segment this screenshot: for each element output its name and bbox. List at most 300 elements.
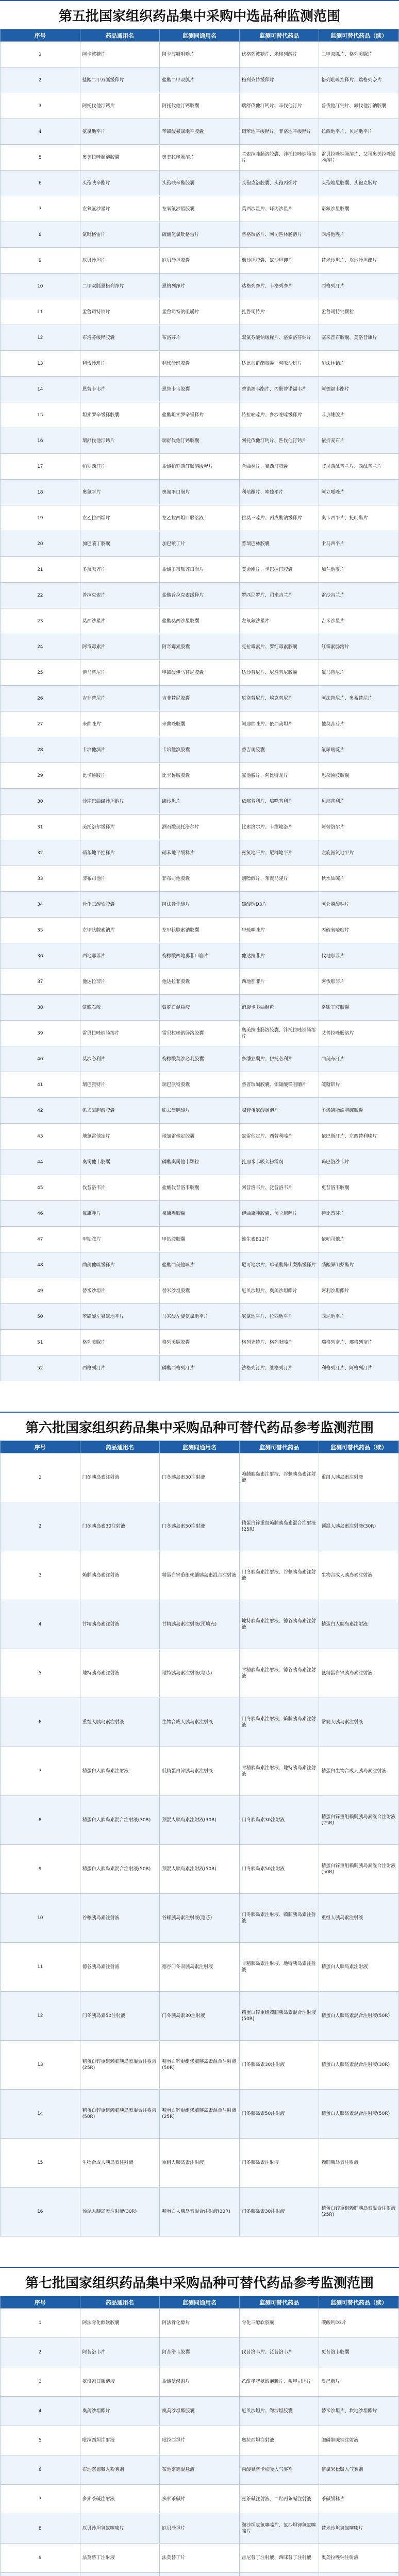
table-cell: 舍曲林片、氟西汀胶囊 [239,454,319,480]
table-cell: 西格列汀片 [319,274,399,299]
table-cell: 美金刚片、卡巴拉汀胶囊 [239,557,319,583]
table-cell: 阿法骨化醇片 [160,892,240,918]
table-cell: 氯雷他定片、西替利嗪片 [239,1124,319,1149]
table-cell: 卡培他滨胶囊 [160,737,240,763]
table-cell: 3 [1,93,80,119]
table-cell: 乙酰半胱氨酸泡腾片、羧甲司坦片 [239,2367,319,2397]
table-cell: 秋水仙碱片 [319,866,399,892]
table-cell: 氟康唑片 [80,1201,160,1227]
table-cell: 43 [1,1124,80,1149]
table-cell: 生物合成人胰岛素注射液 [80,2139,160,2188]
table-row [1,2090,399,2139]
table-cell: 布地奈德吸入粉雾剂 [80,2455,160,2485]
table-row [1,1227,399,1252]
table-cell: 普瑞巴林胶囊 [239,531,319,557]
table-cell: 胞磷胆碱钠注射液 [319,2426,399,2455]
table-cell: 来曲唑片 [80,711,160,737]
table-cell: 31 [1,815,80,840]
column-header: 监测可替代药品 [239,1441,319,1453]
table-cell: 倍氯米松吸入气雾剂 [319,2455,399,2485]
table-row [1,42,399,67]
table-cell: 达比加群酯胶囊、阿哌沙班片 [239,351,319,377]
table-cell: 瑞巴派特片 [80,1072,160,1098]
table-row [1,1278,399,1304]
table-row [1,2309,399,2338]
table-cell: 甘精胰岛素注射液、德谷胰岛素注射液 [239,1649,319,1698]
table-cell: 利伐沙班胶囊 [160,351,240,377]
table-cell: 左旋氨氯地平片 [319,840,399,866]
table-cell: 氟他胺片、阿比特龙片 [239,763,319,789]
table-cell: 精蛋白锌重组赖脯胰岛素混合注射液(25R) [319,1796,399,1845]
table-cell: 伊曲康唑胶囊、伏立康唑片 [239,1201,319,1227]
table-cell: 9 [1,1845,80,1894]
table-cell: 8 [1,222,80,248]
table-cell: 37 [1,969,80,995]
table-cell: 8 [1,1796,80,1845]
table-cell: 多奈哌齐片 [80,557,160,583]
table-cell: 利培酮片、喹硫平片 [239,480,319,505]
table-cell: 替米沙坦片、坎地沙坦酯片 [319,248,399,274]
table-cell: 卡马西平片 [319,531,399,557]
table-cell: 27 [1,711,80,737]
table-cell: 阿那曲唑片、依西美坦片 [239,711,319,737]
table-row [1,2367,399,2397]
drug-table [0,1440,399,2236]
table-row [1,1330,399,1355]
table-cell: 精蛋白锌重组赖脯胰岛素混合注射液(25R) [239,1502,319,1551]
table-cell: 12 [1,325,80,351]
table-cell: 7 [1,2485,80,2514]
table-cell: 布洛芬缓释胶囊 [80,325,160,351]
table-cell: 低精蛋白锌胰岛素注射液 [160,1747,240,1796]
table-cell: 替诺福韦酯片、丙酚替诺福韦片 [239,377,319,402]
table-row [1,1149,399,1175]
table-cell: 消旋卡多曲颗粒 [239,995,319,1021]
table-row [1,892,399,918]
table-cell: 溴己新片 [319,2367,399,2397]
table-cell: 吉米沙星片 [319,608,399,634]
table-row [1,2397,399,2426]
table-row [1,1649,399,1698]
table-row [1,454,399,480]
table-cell: 瑞舒伐他汀钙片 [80,428,160,454]
table-cell: 法莫替丁注射液 [80,2544,160,2573]
table-cell: 41 [1,1072,80,1098]
table-cell: 左甲状腺素钠片 [80,918,160,943]
table-row [1,2188,399,2236]
table-cell: 甘精胰岛素注射液、地特胰岛素注射液 [239,1747,319,1796]
table-row [1,171,399,196]
table-cell: 门冬胰岛素50注射液 [239,2090,319,2139]
table-cell: 6 [1,171,80,196]
column-header: 药品通用名 [80,29,160,42]
table-cell: 奥美沙坦酯片 [80,2397,160,2426]
table-cell: 吡拉西坦注射液 [80,2426,160,2455]
table-cell: 甲钴胺片 [80,1227,160,1252]
table-cell: 西地那非片 [80,943,160,969]
table-row [1,1175,399,1201]
table-row [1,2041,399,2090]
table-row [1,145,399,171]
table-cell: 曲美他嗪缓释片 [80,1252,160,1278]
table-cell: 3 [1,2367,80,2397]
column-header: 监测可替代药品（续） [319,1441,399,1453]
table-cell: 15 [1,2139,80,2188]
table-row [1,866,399,892]
table-cell: 11 [1,299,80,325]
table-cell: 19 [1,505,80,531]
table-cell: 维生素B12片 [239,1227,319,1252]
table-cell: 多潘立酮片、伊托必利片 [239,1046,319,1072]
table-cell: 碳酸钙D3片 [319,2309,399,2338]
table-cell: 厄贝沙坦片 [160,2514,240,2544]
table-cell: 加巴喷丁胶囊 [80,531,160,557]
table-cell: 达沙替尼片、尼洛替尼胶囊 [239,660,319,686]
table-cell: 预混人胰岛素注射液(30R) [319,1502,399,1551]
table-row [1,1252,399,1278]
table-cell: 精蛋白锌重组赖脯胰岛素混合注射液(50R) [80,2090,160,2139]
table-cell: 德谷胰岛素注射液 [80,1943,160,1992]
table-cell: 苯磺酸氨氯地平胶囊 [160,119,240,145]
table-cell: 二甲双胍片、格列美脲片 [319,42,399,67]
table-cell: 甲钴胺胶囊 [160,1227,240,1252]
table-cell: 盐酸二甲双胍片 [160,67,240,93]
table-cell: 门冬胰岛素注射液、赖脯胰岛素注射液 [239,1698,319,1747]
table-row [1,2426,399,2455]
table-cell: 22 [1,583,80,608]
table-cell: 重组人胰岛素注射液 [319,1453,399,1502]
table-row [1,1098,399,1124]
table-cell: 甘精胰岛素注射液、地特胰岛素注射液 [239,1943,319,1992]
table-cell: 谷赖胰岛素注射液 [80,1894,160,1943]
table-cell: 左甲状腺素钠胶囊 [160,918,240,943]
table-cell: 38 [1,995,80,1021]
table-cell: 51 [1,1330,80,1355]
table-cell: 多索茶碱注射液 [80,2485,160,2514]
table-cell: 门冬胰岛素50注射液 [80,1992,160,2041]
table-cell: 地特胰岛素注射液、德谷胰岛素注射液 [239,1600,319,1649]
section-title: 第五批国家组织药品集中采购中选品种监测范围 [0,0,399,29]
table-cell: 52 [1,1355,80,1381]
table-cell: 2 [1,67,80,93]
table-cell: 阿昔洛韦胶囊 [160,2338,240,2367]
table-cell: 39 [1,1021,80,1046]
table-cell: 枸橼酸西地那非口崩片 [160,943,240,969]
table-row [1,2485,399,2514]
table-cell: 精蛋白人胰岛素混合注射液(30R) [160,2188,240,2236]
table-cell: 6 [1,1698,80,1747]
table-cell: 蒙脱石混悬液 [160,995,240,1021]
table-cell: 34 [1,892,80,918]
table-cell: 门冬胰岛素50注射液 [160,1502,240,1551]
table-cell: 硝苯地平缓释片、非洛地平缓释片 [239,119,319,145]
table-cell: 氟马替尼片 [319,660,399,686]
table-cell: 40 [1,1046,80,1072]
table-cell: 达格列净片、卡格列净片 [239,274,319,299]
table-cell: 阿昔洛韦片 [80,2338,160,2367]
table-cell: 厄贝沙坦氢氯噻嗪片 [80,2514,160,2544]
table-cell: 格列吡嗪控释片、瑞格列奈片 [319,67,399,93]
table-cell: 25 [1,660,80,686]
table-cell: 生物合成人胰岛素注射液 [160,1698,240,1747]
table-row [1,1124,399,1149]
table-cell: 来曲唑胶囊 [160,711,240,737]
table-cell: 地特胰岛素注射液(笔芯) [160,1649,240,1698]
table-cell: 瑞巴派特胶囊 [160,1072,240,1098]
table-cell: 法莫替丁片 [160,2544,240,2573]
table-cell: 加巴喷丁片 [160,531,240,557]
table-cell: 2 [1,2338,80,2367]
table-cell: 氨溴索口服溶液 [80,2367,160,2397]
table-cell: 12 [1,1992,80,2041]
table-cell: 谷赖胰岛素注射液(笔芯) [160,1894,240,1943]
table-cell: 甲巯咪唑片 [239,918,319,943]
table-cell: 48 [1,1252,80,1278]
table-cell: 阿奇霉素胶囊 [160,634,240,660]
column-header: 监测可替代药品 [239,2296,319,2309]
table-cell [319,2573,399,2576]
table-cell: 1 [1,42,80,67]
table-row [1,995,399,1021]
table-cell: 盐酸多奈哌齐口崩片 [160,557,240,583]
table-cell: 49 [1,1278,80,1304]
table-cell: 甘精胰岛素注射液(预填充) [160,1600,240,1649]
table-header-row [1,1441,399,1453]
table-cell: 10 [1,274,80,299]
table-cell: 氨茶碱注射液、二羟丙茶碱注射液 [239,2485,319,2514]
table-cell: 地氯雷他定片 [80,1124,160,1149]
table-cell: 头孢呋辛酯片 [80,171,160,196]
table-cell: 6 [1,2455,80,2485]
table-row [1,248,399,274]
table-cell: 比卡鲁胺片 [80,763,160,789]
table-cell: 多烯磷脂酰胆碱胶囊 [319,1098,399,1124]
table-row [1,763,399,789]
table-row [1,1698,399,1747]
table-row [1,428,399,454]
table-cell: 重组人胰岛素注射液 [160,2139,240,2188]
column-header: 监测同通用名 [160,1441,240,1453]
column-header: 监测可替代药品（续） [319,29,399,42]
table-cell: 厄贝沙坦片、奥美沙坦酯片 [239,1278,319,1304]
table-cell: 14 [1,2090,80,2139]
table-cell: 孟鲁司特钠颗粒 [319,299,399,325]
table-cell: 盐酸莫西沙星胶囊 [160,608,240,634]
table-cell: 精蛋白人胰岛素注射液 [319,1600,399,1649]
table-header-row [1,2296,399,2309]
table-cell: 缬沙坦氢氯噻嗪片、氯沙坦钾氢氯噻嗪片 [239,2514,319,2544]
table-cell: 厄贝沙坦片 [80,248,160,274]
table-cell: 普伐他汀钠片、氟伐他汀钠胶囊 [319,93,399,119]
table-cell [239,2573,319,2576]
table-cell: 常规人胰岛素注射液 [319,1698,399,1747]
table-cell: 骨化三醇软胶囊 [239,2309,319,2338]
table-cell: 莫西沙星片 [80,608,160,634]
table-cell: 头孢地尼胶囊、头孢克肟片 [319,171,399,196]
table-cell: 格列齐特片、格列吡嗪片 [239,1330,319,1355]
table-cell: 头孢呋辛酯胶囊 [160,171,240,196]
table-cell: 左氧氟沙星片 [239,608,319,634]
table-row [1,2455,399,2485]
table-cell: 孟鲁司特钠片 [80,299,160,325]
table-row [1,93,399,119]
table-cell: 扎那米韦吸入粉雾剂 [239,1149,319,1175]
table-cell: 地氯雷他定胶囊 [160,1124,240,1149]
table-row [1,2338,399,2367]
table-cell: 华法林钠片 [319,351,399,377]
table-cell: 磷酸西格列汀片 [160,1355,240,1381]
table-cell: 雷尼替丁注射液、西咪替丁注射液 [239,2544,319,2573]
table-cell: 阿利沙坦酯片 [319,1278,399,1304]
table-cell: 28 [1,737,80,763]
table-cell: 氨氯地平片、尼群地平片 [239,840,319,866]
table-cell: 左氧氟沙星片 [80,196,160,222]
table-cell: 硫酸氢氯吡格雷片 [160,222,240,248]
table-cell: 左氧氟沙星胶囊 [160,196,240,222]
table-cell: 42 [1,1098,80,1124]
table-cell: 14 [1,377,80,402]
table-cell: 伐昔洛韦片 [80,1175,160,1201]
table-cell: 阿替洛尔片 [319,815,399,840]
table-row [1,737,399,763]
table-cell: 比卡鲁胺胶囊 [160,763,240,789]
table-cell: 别嘌醇片、苯溴马隆片 [239,866,319,892]
table-cell: 替普瑞酮胶囊、铝碳酸镁咀嚼片 [239,1072,319,1098]
table-cell: 奥美沙坦酯胶囊 [160,2397,240,2426]
table-cell: 甘精胰岛素注射液 [80,1600,160,1649]
table-cell: 他达拉非片 [239,943,319,969]
table-row [1,402,399,428]
table-cell: 雷贝拉唑钠肠溶片、艾司奥美拉唑镁肠溶片 [319,145,399,171]
table-cell: 更昔洛韦胶囊 [319,1175,399,1201]
table-row [1,1021,399,1046]
table-cell: 兰索拉唑肠溶胶囊、泮托拉唑钠肠溶片 [239,145,319,171]
table-cell: 替吉奥胶囊 [239,737,319,763]
table-cell: 恩杂鲁胺胶囊 [319,763,399,789]
table-cell: 32 [1,840,80,866]
table-cell: 雷沙吉兰片 [319,583,399,608]
table-cell: 4 [1,2397,80,2426]
table-cell: 雷贝拉唑钠肠溶片 [80,1021,160,1046]
table-cell: 精蛋白人胰岛素混合注射液(50R) [319,2090,399,2139]
table-cell: 奥氮平口崩片 [160,480,240,505]
table-cell: 4 [1,119,80,145]
table-cell: 阿卡波糖咀嚼片 [160,42,240,67]
table-row [1,1894,399,1943]
table-cell: 布地奈德混悬液 [160,2455,240,2485]
table-cell: 西格列汀片 [80,1355,160,1381]
table-cell: 厄洛替尼片、埃克替尼片 [239,686,319,711]
table-cell: 特比萘芬片 [319,1201,399,1227]
table-cell: 44 [1,1149,80,1175]
table-cell: 35 [1,918,80,943]
table-row [1,1502,399,1551]
table-cell: 普拉克索片 [80,583,160,608]
table-cell: 恩替卡韦片 [80,377,160,402]
table-cell: 地特胰岛素注射液 [80,1649,160,1698]
table-cell: 骨化三醇软胶囊 [80,892,160,918]
table-cell: 玛巴洛沙韦片 [319,1149,399,1175]
table-cell: 精蛋白锌重组赖脯胰岛素混合注射液(50R) [160,2041,240,2090]
table-row [1,480,399,505]
table-cell: 甲磺酸伊马替尼胶囊 [160,660,240,686]
table-cell: 1 [1,1453,80,1502]
table-cell: 重组人胰岛素注射液 [80,1698,160,1747]
table-cell: 奥卡西平片、托吡酯片 [319,505,399,531]
table-cell: 氨氯地平片 [80,119,160,145]
table-cell: 布洛芬片 [160,325,240,351]
table-row [1,2544,399,2573]
table-cell [1,2573,80,2576]
table-cell: 盐酸伐昔洛韦胶囊 [160,1175,240,1201]
table-row [1,1551,399,1600]
column-header: 监测同通用名 [160,29,240,42]
table-cell: 盐酸氨溴索片 [160,2367,240,2397]
table-cell: 更昔洛韦胶囊 [319,2338,399,2367]
table-cell: 西尼地平片 [319,1304,399,1330]
table-cell: 熊去氧胆酸片 [160,1098,240,1124]
table-cell: 阿卡波糖片 [80,42,160,67]
table-cell: 依帕司他片 [319,1227,399,1252]
table-row [1,840,399,866]
table-cell: 非布司他胶囊 [160,866,240,892]
table-cell: 双氯芬酸钠缓释片、洛索洛芬钠片 [239,325,319,351]
table-cell: 24 [1,634,80,660]
table-cell: 替米沙坦片 [80,1278,160,1304]
table-cell: 赖脯胰岛素注射液 [319,2139,399,2188]
table-row [1,918,399,943]
table-cell: 阿法骨化醇片 [160,2309,240,2338]
table-row [1,711,399,737]
table-cell: 17 [1,454,80,480]
table-cell: 沙格列汀片、维格列汀片 [239,1355,319,1381]
table-row [1,2573,399,2576]
table-cell: 阿法替尼片、奥希替尼片 [319,686,399,711]
table-cell: 门冬胰岛素注射液、赖脯胰岛素注射液 [239,1894,319,1943]
table-row [1,1355,399,1381]
table-row [1,299,399,325]
table-row [1,815,399,840]
table-cell: 硫糖铝片 [319,1072,399,1098]
table-cell: 阿仑膦酸钠片 [319,892,399,918]
table-cell: 加兰他敏片 [319,557,399,583]
table-row [1,351,399,377]
table-row [1,1046,399,1072]
table-cell: 蒙脱石散 [80,995,160,1021]
table-row [1,222,399,248]
section-batch-6 [0,1412,399,2236]
table-cell: 艾普拉唑肠溶片 [319,1021,399,1046]
table-cell: 门冬胰岛素30注射液 [160,1992,240,2041]
table-cell: 利伐沙班片 [80,351,160,377]
table-cell: 预混人胰岛素注射液(50R) [160,1845,240,1894]
table-cell: 阿立哌唑片 [319,480,399,505]
table-cell: 莫沙必利片 [80,1046,160,1072]
table-row [1,1600,399,1649]
table-row [1,969,399,995]
table-cell: 多索茶碱片 [160,2485,240,2514]
table-row [1,67,399,93]
table-cell: 他达拉非胶囊 [160,969,240,995]
table-cell: 缬沙坦胶囊、氯沙坦钾片 [239,248,319,274]
table-cell: 氨氯地平片、拉西地平片 [239,1304,319,1330]
table-cell: 德谷门冬双胰岛素注射液 [160,1943,240,1992]
table-cell: 苯磺酸左氨氯地平片 [80,1304,160,1330]
table-cell: 盐酸曲美他嗪片 [160,1252,240,1278]
table-cell: 孟鲁司特钠咀嚼片 [160,299,240,325]
table-row [1,1992,399,2041]
table-cell: 氯吡格雷片 [80,222,160,248]
